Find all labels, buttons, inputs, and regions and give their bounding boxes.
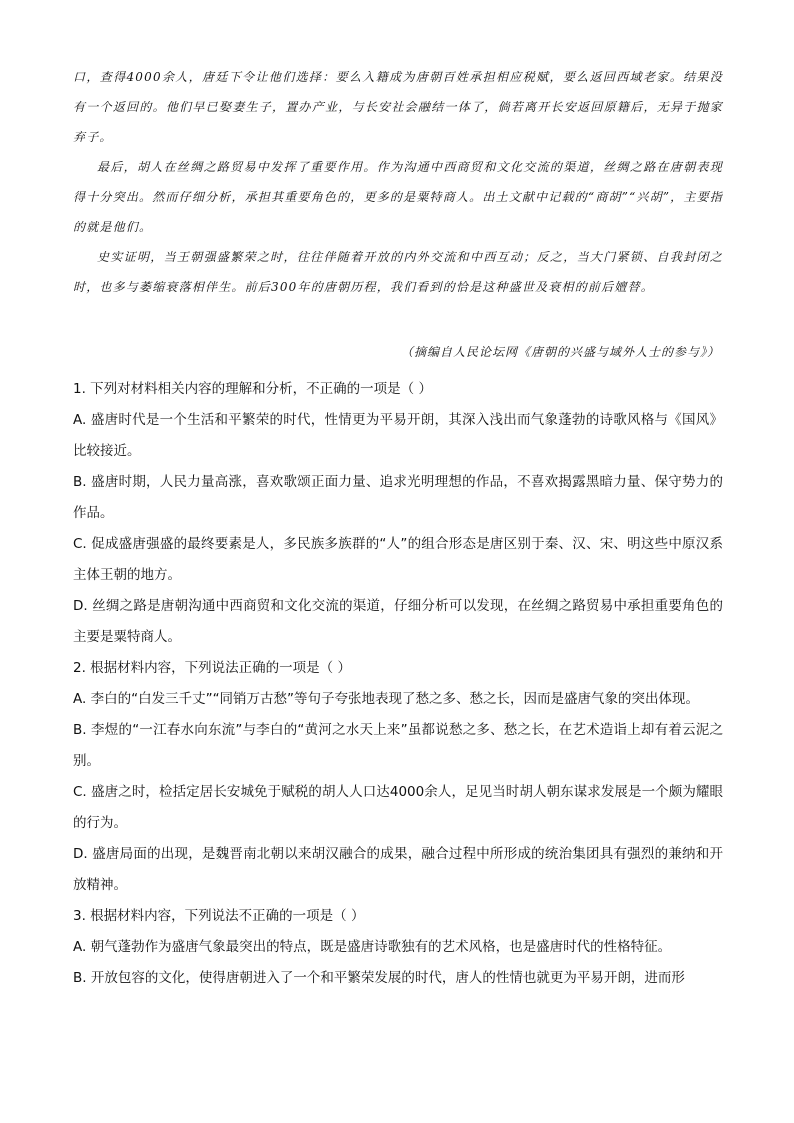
question-stem: 1. 下列对材料相关内容的理解和分析，不正确的一项是（ ）	[73, 381, 432, 397]
question-option: D. 盛唐局面的出现，是魏晋南北朝以来胡汉融合的成果，融合过程中所形成的统治集团具有强烈的兼纳和开放精神。	[73, 846, 723, 893]
question-stem: 2. 根据材料内容，下列说法正确的一项是（ ）	[73, 660, 351, 676]
question-stem: 3. 根据材料内容，下列说法不正确的一项是（ ）	[73, 908, 365, 924]
question-list	[73, 374, 723, 994]
passage-source: （摘编自人民论坛网《唐朝的兴盛与域外人士的参与》）	[400, 345, 720, 359]
question-option: A. 朝气蓬勃作为盛唐气象最突出的特点，既是盛唐诗歌独有的艺术风格，也是盛唐时代的性格特征。	[73, 939, 672, 955]
question-option: B. 开放包容的文化，使得唐朝进入了一个和平繁荣发展的时代，唐人的性情也就更为平易开朗，进而形	[73, 970, 685, 986]
question-option: C. 促成盛唐强盛的最终要素是人，多民族多族群的“人”的组合形态是唐区别于秦、汉、宋、明这些中原汉系主体王朝的地方。	[73, 536, 723, 583]
passage-paragraph: 史实证明，当王朝强盛繁荣之时，往往伴随着开放的内外交流和中西互动；反之，当大门紧锁、自我封闭之时，也多与萎缩衰落相伴生。前后300年的唐朝历程，我们看到的恰是这种盛世及衰相的前后嬗替。	[73, 250, 723, 294]
reading-passage	[73, 62, 723, 302]
question-option: B. 李煜的“一江春水向东流”与李白的“黄河之水天上来”虽都说愁之多、愁之长，在艺术造诣上却有着云泥之别。	[73, 722, 723, 769]
question-option: B. 盛唐时期，人民力量高涨，喜欢歌颂正面力量、追求光明理想的作品，不喜欢揭露黑暗力量、保守势力的作品。	[73, 474, 723, 521]
question-option: A. 盛唐时代是一个生活和平繁荣的时代，性情更为平易开朗，其深入浅出而气象蓬勃的诗歌风格与《国风》比较接近。	[73, 412, 723, 459]
question-option: C. 盛唐之时，检括定居长安城免于赋税的胡人人口达4000余人，足见当时胡人朝东谋求发展是一个颇为耀眼的行为。	[73, 784, 723, 831]
passage-paragraph: 最后，胡人在丝绸之路贸易中发挥了重要作用。作为沟通中西商贸和文化交流的渠道，丝绸之路在唐朝表现得十分突出。然而仔细分析，承担其重要角色的，更多的是粟特商人。出土文献中记载的“商胡”“兴胡”，主要指的就是他们。	[73, 160, 723, 234]
question-option: D. 丝绸之路是唐朝沟通中西商贸和文化交流的渠道，仔细分析可以发现，在丝绸之路贸易中承担重要角色的主要是粟特商人。	[73, 598, 723, 645]
passage-paragraph: 口，查得4000余人，唐廷下令让他们选择：要么入籍成为唐朝百姓承担相应税赋，要么返回西域老家。结果没有一个返回的。他们早已娶妻生子，置办产业，与长安社会融结一体了，倘若离开长安返回原籍后，无异于抛家弃子。	[73, 70, 723, 144]
question-option: A. 李白的“白发三千丈”“同销万古愁”等句子夸张地表现了愁之多、愁之长，因而是盛唐气象的突出体现。	[73, 691, 700, 707]
